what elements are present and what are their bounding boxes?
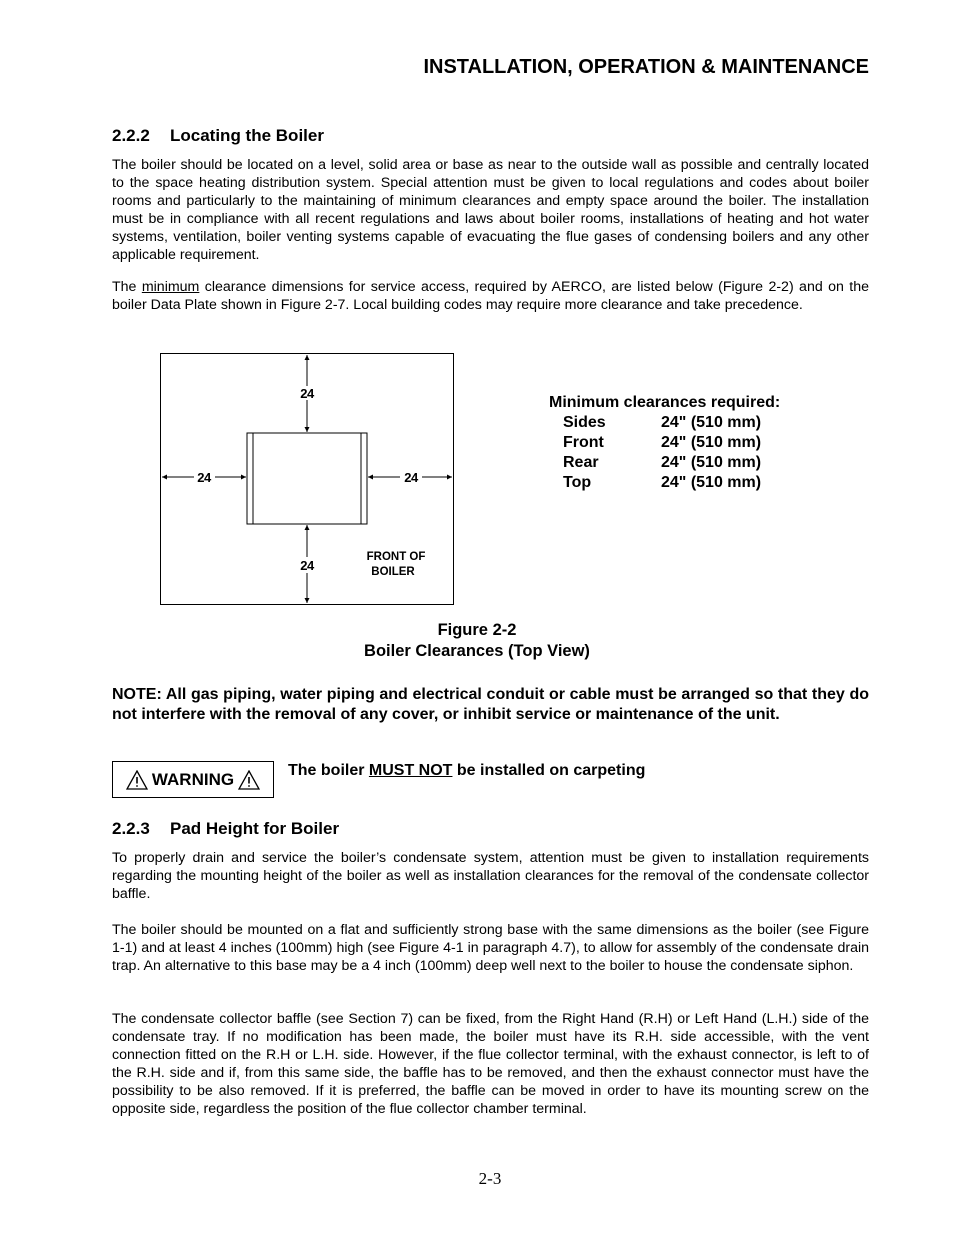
clearance-diagram [160,353,454,605]
section-heading-pad-height [112,819,339,839]
text-span: clearance dimensions for service access, required by AERCO, are listed below (Figure 2-2) and on the boiler Data Plate shown in Figure 2-7. Local building codes may require more clearance and take precedence. [112,279,869,313]
section-title: Locating the Boiler [170,126,324,145]
clearance-list-title: Minimum clearances required: [549,394,781,411]
paragraph-pad-2: The boiler should be mounted on a flat and sufficiently strong base with the same dimensions as the boiler (see Figure 1-1) and at least 4 inches (100mm) high (see Figure 4-1 in paragraph 4.7), to allow for assembly of the condensate drain trap. An alternative to this base may be a 4 inch (100mm) deep well next to the boiler to house the condensate siphon. [112,922,869,974]
text-span: be installed on carpeting [452,762,646,779]
section-heading-locating [112,126,324,146]
warning-label: WARNING [151,769,235,789]
section-number: 2.2.2 [112,126,150,145]
figure-caption [0,620,954,662]
clearance-value: 24" (510 mm) [661,454,762,471]
clearance-row [549,453,780,473]
underlined-text: MUST NOT [368,762,453,779]
label-bottom: 24 [300,558,314,573]
section-number: 2.2.3 [112,819,150,838]
warning-triangle-icon [126,770,148,790]
front-label-line2: BOILER [371,566,415,578]
label-left: 24 [197,470,211,485]
paragraph-locating-2 [112,278,869,314]
boiler-outline [247,433,367,524]
clearance-value: 24" (510 mm) [661,434,762,451]
figure-caption-number: Figure 2-2 [437,621,517,639]
page-header-title: INSTALLATION, OPERATION & MAINTENANCE [423,56,869,78]
paragraph-locating-1: The boiler should be located on a level, solid area or base as near to the outside wall as possible and centrally located to the space heating distribution system. Special attention must be given to local regulations and codes about boiler rooms and particularly to the maintaining of minimum clearances and empty space around the boiler. The installation must be in compliance with all recent regulations and laws about boiler rooms, installations of heating and hot water systems, ventilation, boiler venting systems capable of evacuating the flue gases of condensing boilers and any other applicable requirement. [112,157,869,263]
text-span: The [112,279,142,295]
clearance-row [549,413,780,433]
clearance-name: Sides [563,414,606,431]
paragraph-pad-1: To properly drain and service the boiler’s condensate system, attention must be given to installation requirements regarding the mounting height of the boiler as well as installation clearances for the removal of the condensate collector baffle. [112,850,869,902]
label-top: 24 [300,386,314,401]
figure-caption-title: Boiler Clearances (Top View) [364,642,590,660]
clearance-value: 24" (510 mm) [661,474,762,491]
clearance-row [549,473,780,493]
front-label-line1: FRONT OF [366,551,426,563]
clearance-name: Top [563,474,592,491]
clearance-value: 24" (510 mm) [661,414,762,431]
warning-text [288,762,645,780]
page-number: 2-3 [478,1169,502,1188]
warning-box [112,761,274,798]
clearance-row [549,433,780,453]
label-right: 24 [404,470,418,485]
paragraph-pad-3: The condensate collector baffle (see Section 7) can be fixed, from the Right Hand (R.H) or Left Hand (L.H.) side of the condensate tray. If no modification has been made, the boiler must have its R.H. side accessible, with the vent connection fitted on the R.H or L.H. side. However, if the flue collector terminal, with the exhaust connector, is left to of the R.H. side and if, from this same side, the baffle has to be removed, and then the exhaust connector must have the possibility to be also removed. If it is preferred, the baffle can be moved in order to have its mounting screw on the opposite side, regardless the position of the flue collector chamber terminal. [112,1011,869,1117]
underlined-text: minimum [141,279,200,295]
section-title: Pad Height for Boiler [170,819,340,838]
note-paragraph: NOTE: All gas piping, water piping and electrical conduit or cable must be arranged so that they do not interfere with the removal of any cover, or inhibit service or maintenance of the unit. [112,686,869,723]
warning-triangle-icon [238,770,260,790]
clearance-list [549,393,780,493]
clearance-name: Rear [563,454,599,471]
text-span: The boiler [288,762,369,779]
clearance-name: Front [563,434,604,451]
